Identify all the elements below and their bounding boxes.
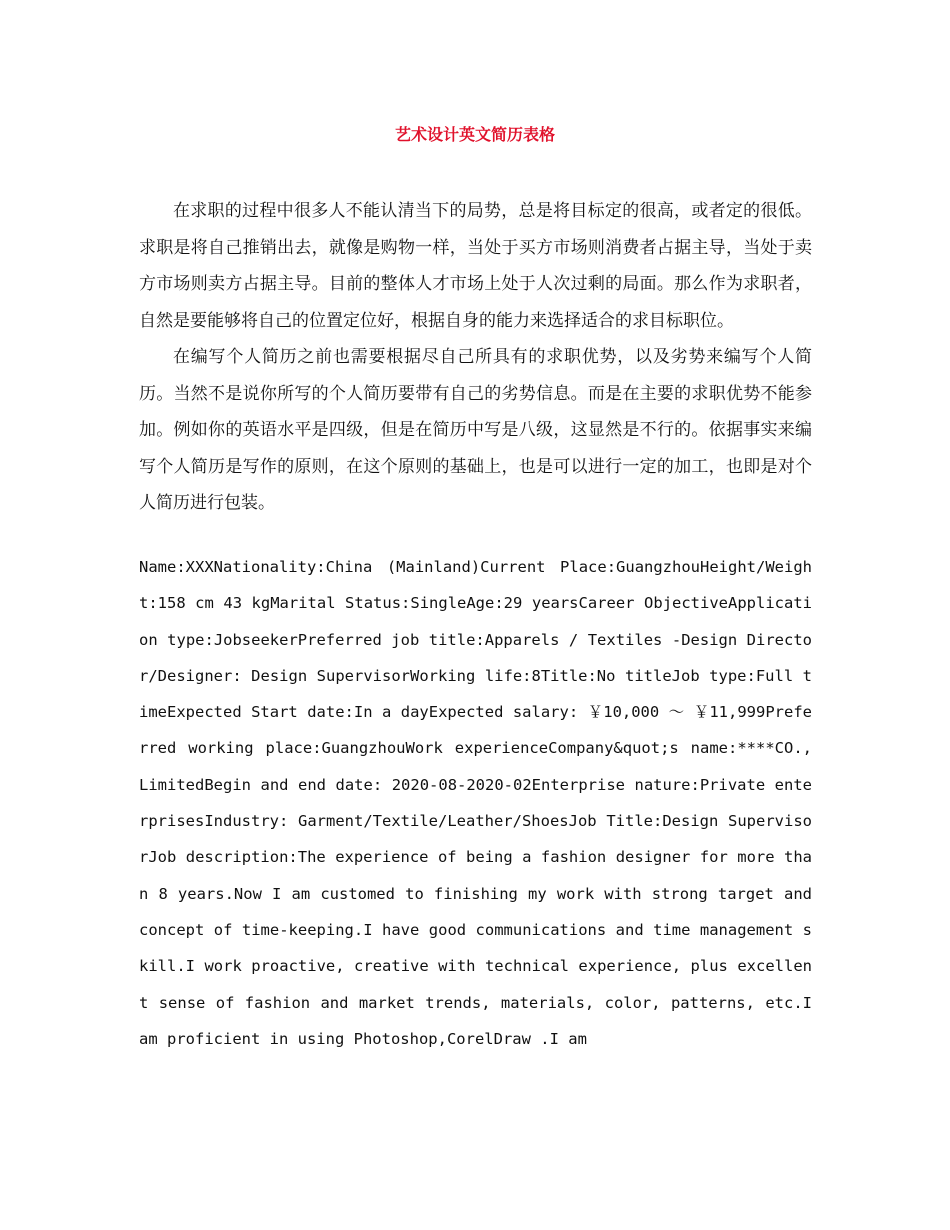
document-title: 艺术设计英文简历表格 — [394, 125, 555, 144]
paragraph-1: 在求职的过程中很多人不能认清当下的局势，总是将目标定的很高，或者定的很低。求职是将自己推销出去，就像是购物一样，当处于买方市场则消费者占据主导，当处于卖方市场则卖方占据主导。目前的整体人才市场上处于人次过剩的局面。那么作为求职者，自然是要能够将自己的位置定位好，根据自身的能力来选择适合的求目标职位。 — [139, 201, 812, 331]
resume-text: Name:XXXNationality:China (Mainland)Current Place:GuangzhouHeight/Weight:158 cm 43 kgMarital Status:SingleAge:29 yearsCareer ObjectiveApplication type:JobseekerPreferred job title:Apparels / Textiles -Design Director/Designer: Design SupervisorWorking life:8Title:No titleJob type:Full timeExpected Start date:In a dayExpected salary: ￥10,000 ～ ￥11,999Preferred working place:GuangzhouWork experienceCompany&quot;s name:****CO., LimitedBegin and end date: 2020-08-2020-02Enterprise nature:Private enterprisesIndustry: Garment/Textile/Leather/ShoesJob Title:Design SupervisorJob description:The experience of being a fashion designer for more than 8 years.Now I am customed to finishing my work with strong target and concept of time-keeping.I have good communications and time management skill.I work proactive, creative with technical experience, plus excellent sense of fashion and market trends, materials, color, patterns, etc.I am proficient in using Photoshop,CorelDraw .I am — [139, 558, 812, 1048]
chinese-body — [139, 193, 812, 522]
paragraph-2: 在编写个人简历之前也需要根据尽自己所具有的求职优势，以及劣势来编写个人简历。当然不是说你所写的个人简历要带有自己的劣势信息。而是在主要的求职优势不能参加。例如你的英语水平是四级，但是在简历中写是八级，这显然是不行的。依据事实来编写个人简历是写作的原则，在这个原则的基础上，也是可以进行一定的加工，也即是对个人简历进行包装。 — [139, 347, 812, 513]
